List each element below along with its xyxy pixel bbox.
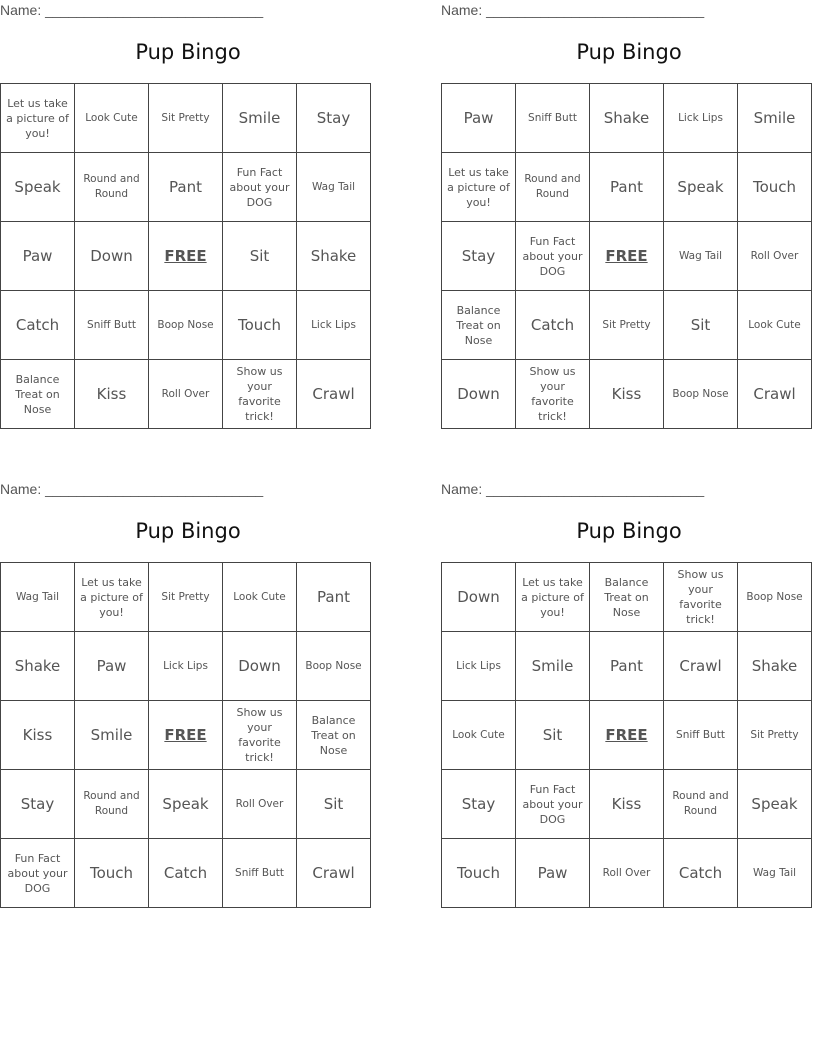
bingo-cell: Pant [590, 632, 664, 701]
bingo-cell: Touch [223, 291, 297, 360]
bingo-cell: Kiss [590, 360, 664, 429]
bingo-cell: Show us your favorite trick! [516, 360, 590, 429]
bingo-cell: Catch [1, 291, 75, 360]
bingo-cell: Crawl [297, 360, 371, 429]
free-space: FREE [149, 701, 223, 770]
bingo-cell: Balance Treat on Nose [1, 360, 75, 429]
bingo-cell: Shake [297, 222, 371, 291]
bingo-cell: Smile [516, 632, 590, 701]
bingo-card [441, 0, 816, 440]
bingo-cell: Kiss [1, 701, 75, 770]
bingo-cell: Sit Pretty [149, 563, 223, 632]
card-title: Pup Bingo [576, 519, 682, 543]
bingo-row [442, 84, 812, 153]
bingo-cell: Sit [516, 701, 590, 770]
bingo-card [0, 479, 376, 919]
name-field: Name: ____________________________ [441, 2, 705, 18]
bingo-cell: Paw [442, 84, 516, 153]
bingo-cell: Crawl [664, 632, 738, 701]
free-space: FREE [590, 701, 664, 770]
bingo-cell: Roll Over [223, 770, 297, 839]
bingo-cell: Round and Round [516, 153, 590, 222]
bingo-row [1, 222, 371, 291]
bingo-row [1, 360, 371, 429]
bingo-cell: Pant [297, 563, 371, 632]
bingo-cell: Touch [442, 839, 516, 908]
bingo-cell: Sniff Butt [223, 839, 297, 908]
bingo-card [0, 0, 376, 440]
bingo-cell: Stay [297, 84, 371, 153]
bingo-cell: Boop Nose [664, 360, 738, 429]
bingo-cell: Wag Tail [664, 222, 738, 291]
bingo-cell: Look Cute [442, 701, 516, 770]
bingo-cell: Stay [1, 770, 75, 839]
bingo-cell: Sit [664, 291, 738, 360]
bingo-cell: Sit [223, 222, 297, 291]
bingo-cell: Let us take a picture of you! [442, 153, 516, 222]
bingo-cell: Let us take a picture of you! [516, 563, 590, 632]
bingo-cell: Smile [223, 84, 297, 153]
bingo-cell: Paw [75, 632, 149, 701]
bingo-cell: Speak [664, 153, 738, 222]
bingo-cell: Balance Treat on Nose [590, 563, 664, 632]
bingo-cell: Lick Lips [149, 632, 223, 701]
bingo-cell: Boop Nose [738, 563, 812, 632]
bingo-cell: Touch [738, 153, 812, 222]
bingo-cell: Catch [149, 839, 223, 908]
name-field: Name: ____________________________ [441, 481, 705, 497]
bingo-card [441, 479, 816, 919]
bingo-cell: Wag Tail [297, 153, 371, 222]
bingo-cell: Show us your favorite trick! [223, 701, 297, 770]
bingo-cell: Balance Treat on Nose [297, 701, 371, 770]
bingo-grid [441, 83, 812, 429]
bingo-row [442, 153, 812, 222]
card-title: Pup Bingo [576, 40, 682, 64]
bingo-row [442, 632, 812, 701]
bingo-cell: Look Cute [75, 84, 149, 153]
bingo-cell: Catch [664, 839, 738, 908]
bingo-row [1, 153, 371, 222]
bingo-cell: Kiss [590, 770, 664, 839]
bingo-cell: Shake [1, 632, 75, 701]
bingo-cell: Speak [738, 770, 812, 839]
bingo-cell: Paw [516, 839, 590, 908]
bingo-row [1, 84, 371, 153]
bingo-grid [0, 562, 371, 908]
bingo-cell: Let us take a picture of you! [75, 563, 149, 632]
bingo-cell: Kiss [75, 360, 149, 429]
bingo-row [442, 563, 812, 632]
bingo-grid [0, 83, 371, 429]
bingo-cell: Shake [590, 84, 664, 153]
free-space: FREE [590, 222, 664, 291]
bingo-cell: Look Cute [738, 291, 812, 360]
bingo-cell: Sit Pretty [738, 701, 812, 770]
bingo-row [442, 770, 812, 839]
bingo-cell: Round and Round [75, 770, 149, 839]
bingo-cell: Boop Nose [149, 291, 223, 360]
bingo-cell: Roll Over [590, 839, 664, 908]
bingo-cell: Speak [1, 153, 75, 222]
bingo-row [1, 632, 371, 701]
bingo-row [1, 291, 371, 360]
bingo-cell: Touch [75, 839, 149, 908]
bingo-cell: Stay [442, 770, 516, 839]
bingo-cell: Sit [297, 770, 371, 839]
bingo-cell: Sniff Butt [516, 84, 590, 153]
bingo-cell: Catch [516, 291, 590, 360]
bingo-cell: Crawl [738, 360, 812, 429]
bingo-cell: Sniff Butt [75, 291, 149, 360]
bingo-cell: Fun Fact about your DOG [1, 839, 75, 908]
bingo-cell: Sniff Butt [664, 701, 738, 770]
bingo-cell: Speak [149, 770, 223, 839]
card-title: Pup Bingo [135, 519, 241, 543]
bingo-cell: Round and Round [664, 770, 738, 839]
bingo-cell: Down [442, 360, 516, 429]
name-field: Name: ____________________________ [0, 2, 264, 18]
bingo-grid [441, 562, 812, 908]
bingo-cell: Lick Lips [664, 84, 738, 153]
bingo-cell: Pant [149, 153, 223, 222]
bingo-row [442, 291, 812, 360]
bingo-cell: Pant [590, 153, 664, 222]
bingo-cell: Lick Lips [297, 291, 371, 360]
bingo-cell: Smile [738, 84, 812, 153]
bingo-cell: Look Cute [223, 563, 297, 632]
bingo-cell: Crawl [297, 839, 371, 908]
bingo-row [1, 701, 371, 770]
bingo-cell: Show us your favorite trick! [664, 563, 738, 632]
bingo-cell: Stay [442, 222, 516, 291]
bingo-cell: Fun Fact about your DOG [516, 222, 590, 291]
bingo-cell: Fun Fact about your DOG [223, 153, 297, 222]
bingo-cell: Sit Pretty [149, 84, 223, 153]
bingo-cell: Balance Treat on Nose [442, 291, 516, 360]
name-field: Name: ____________________________ [0, 481, 264, 497]
bingo-cell: Round and Round [75, 153, 149, 222]
bingo-row [1, 839, 371, 908]
bingo-cell: Wag Tail [1, 563, 75, 632]
free-space: FREE [149, 222, 223, 291]
bingo-cell: Down [442, 563, 516, 632]
bingo-cell: Lick Lips [442, 632, 516, 701]
bingo-cell: Show us your favorite trick! [223, 360, 297, 429]
bingo-cell: Fun Fact about your DOG [516, 770, 590, 839]
bingo-cell: Down [223, 632, 297, 701]
bingo-cell: Smile [75, 701, 149, 770]
bingo-row [442, 701, 812, 770]
bingo-cell: Boop Nose [297, 632, 371, 701]
bingo-cell: Sit Pretty [590, 291, 664, 360]
card-title: Pup Bingo [135, 40, 241, 64]
bingo-cell: Wag Tail [738, 839, 812, 908]
bingo-cell: Roll Over [149, 360, 223, 429]
bingo-row [442, 839, 812, 908]
bingo-row [1, 563, 371, 632]
bingo-cell: Down [75, 222, 149, 291]
bingo-row [442, 222, 812, 291]
bingo-cell: Roll Over [738, 222, 812, 291]
bingo-cell: Shake [738, 632, 812, 701]
bingo-cell: Let us take a picture of you! [1, 84, 75, 153]
bingo-row [442, 360, 812, 429]
bingo-row [1, 770, 371, 839]
bingo-cell: Paw [1, 222, 75, 291]
